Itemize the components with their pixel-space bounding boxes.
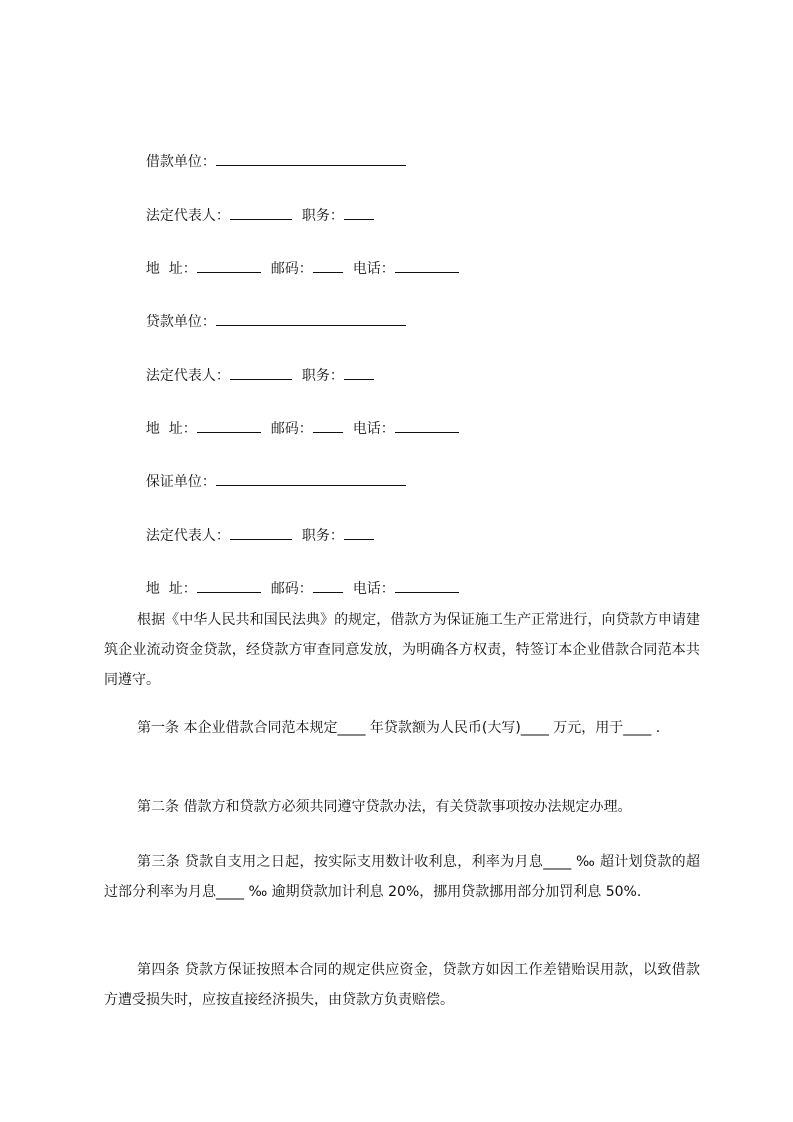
guarantor-postcode-blank[interactable] — [313, 578, 343, 593]
borrower-rep-line — [137, 185, 374, 226]
borrower-rep-label: 法定代表人： — [145, 208, 230, 224]
article-3-paragraph — [104, 847, 700, 907]
lender-unit-line — [137, 291, 406, 332]
guarantor-address-line — [137, 558, 459, 599]
preamble-paragraph — [104, 605, 700, 695]
lender-phone-label: 电话： — [352, 421, 395, 437]
lender-address-line — [137, 398, 459, 439]
lender-postcode-blank[interactable] — [313, 418, 343, 433]
lender-rep-label: 法定代表人： — [145, 368, 230, 384]
guarantor-unit-blank[interactable] — [216, 471, 406, 486]
lender-unit-blank[interactable] — [216, 311, 406, 326]
borrower-unit-line — [137, 131, 406, 172]
article-1-text: 第一条 本企业借款合同范本规定____ 年贷款额为人民币(大写)____ 万元，用于____ . — [137, 720, 661, 736]
borrower-title-blank[interactable] — [344, 205, 374, 220]
lender-rep-line — [137, 345, 374, 386]
guarantor-phone-label: 电话： — [352, 581, 395, 597]
borrower-title-label: 职务： — [301, 208, 344, 224]
borrower-address-blank[interactable] — [197, 258, 261, 273]
lender-postcode-label: 邮码： — [270, 421, 313, 437]
article-1-paragraph — [104, 713, 700, 743]
article-4-paragraph — [104, 955, 700, 1015]
guarantor-unit-line — [137, 451, 406, 492]
borrower-rep-blank[interactable] — [230, 205, 292, 220]
lender-unit-label: 贷款单位： — [145, 314, 216, 330]
lender-rep-blank[interactable] — [230, 365, 292, 380]
article-2-paragraph — [104, 792, 700, 822]
borrower-postcode-label: 邮码： — [270, 261, 313, 277]
preamble-text: 根据《中华人民共和国民法典》的规定，借款方为保证施工生产正常进行，向贷款方申请建筑企业流动资金贷款，经贷款方审查同意发放，为明确各方权责，特签订本企业借款合同范本共同遵守。 — [104, 612, 700, 688]
guarantor-unit-label: 保证单位： — [145, 474, 216, 490]
guarantor-title-blank[interactable] — [344, 525, 374, 540]
lender-phone-blank[interactable] — [395, 418, 459, 433]
borrower-unit-blank[interactable] — [216, 151, 406, 166]
borrower-phone-blank[interactable] — [395, 258, 459, 273]
guarantor-rep-label: 法定代表人： — [145, 528, 230, 544]
guarantor-rep-line — [137, 505, 374, 546]
lender-title-blank[interactable] — [344, 365, 374, 380]
lender-title-label: 职务： — [301, 368, 344, 384]
article-2-text: 第二条 借款方和贷款方必须共同遵守贷款办法，有关贷款事项按办法规定办理。 — [137, 799, 632, 815]
lender-address-blank[interactable] — [197, 418, 261, 433]
guarantor-address-blank[interactable] — [197, 578, 261, 593]
borrower-postcode-blank[interactable] — [313, 258, 343, 273]
lender-address-label: 地 址： — [145, 421, 197, 437]
article-3-text: 第三条 贷款自支用之日起，按实际支用数计收利息，利率为月息____ ‰ 超计划贷款的超过部分利率为月息____ ‰ 逾期贷款加计利息 20%，挪用贷款挪用部分加罚利息 50%. — [104, 854, 700, 900]
guarantor-title-label: 职务： — [301, 528, 344, 544]
borrower-phone-label: 电话： — [352, 261, 395, 277]
guarantor-phone-blank[interactable] — [395, 578, 459, 593]
borrower-address-line — [137, 238, 459, 279]
guarantor-rep-blank[interactable] — [230, 525, 292, 540]
guarantor-address-label: 地 址： — [145, 581, 197, 597]
article-4-text: 第四条 贷款方保证按照本合同的规定供应资金，贷款方如因工作差错贻误用款，以致借款方遭受损失时，应按直接经济损失，由贷款方负责赔偿。 — [104, 962, 700, 1008]
borrower-address-label: 地 址： — [145, 261, 197, 277]
guarantor-postcode-label: 邮码： — [270, 581, 313, 597]
borrower-unit-label: 借款单位： — [145, 154, 216, 170]
